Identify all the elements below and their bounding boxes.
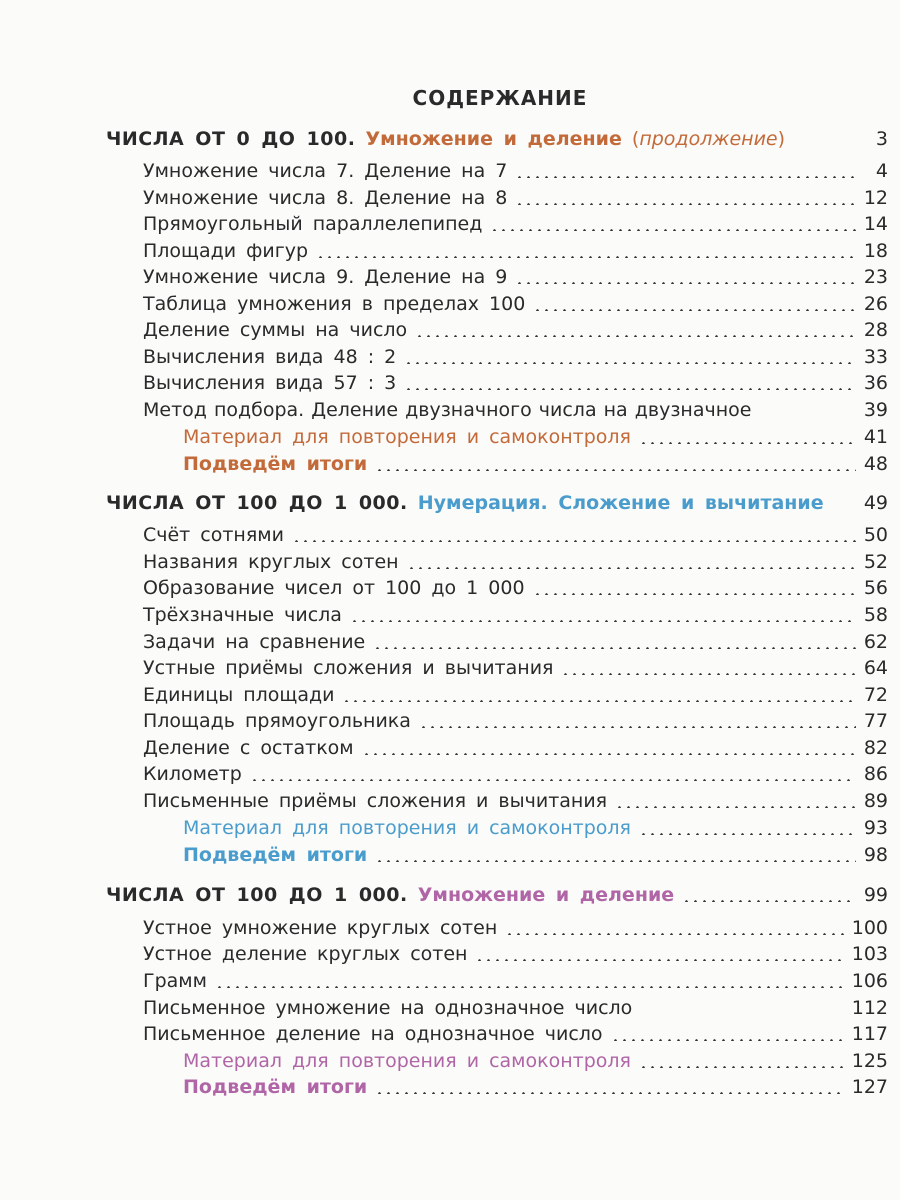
- leader-dots: [759, 415, 859, 417]
- leader-dots: [639, 442, 856, 444]
- entry-title: Письменные приёмы сложения и вычитания: [143, 790, 608, 812]
- toc-entry[interactable]: [143, 1022, 888, 1046]
- page-number: 77: [863, 710, 888, 732]
- page-number: 56: [863, 577, 888, 599]
- page-number: 18: [863, 240, 888, 262]
- toc-entry[interactable]: [143, 371, 888, 395]
- page-number: 26: [863, 293, 888, 315]
- entry-title: Прямоугольный параллелепипед: [143, 213, 483, 235]
- entry-title: Счёт сотнями: [143, 524, 284, 546]
- leader-dots: [682, 900, 856, 902]
- toc-entry[interactable]: [143, 969, 888, 993]
- leader-dots: [639, 833, 856, 835]
- leader-dots: [639, 1066, 844, 1068]
- page-number: 36: [863, 372, 888, 394]
- leader-dots: [292, 540, 856, 542]
- page-number: 14: [863, 213, 888, 235]
- toc-entry[interactable]: [143, 186, 888, 210]
- entry-title: Материал для повторения и самоконтроля: [183, 1050, 631, 1072]
- toc-entry[interactable]: [143, 345, 888, 369]
- leader-dots: [375, 860, 856, 862]
- page-number: 117: [851, 1023, 888, 1045]
- leader-dots: [475, 959, 843, 961]
- page-number: 58: [863, 604, 888, 626]
- page-number: 33: [863, 346, 888, 368]
- page-number: 127: [851, 1076, 888, 1098]
- toc-entry[interactable]: [143, 398, 888, 422]
- leader-dots: [561, 673, 855, 675]
- leader-dots: [375, 1092, 844, 1094]
- page-number: 50: [863, 524, 888, 546]
- entry-title: Вычисления вида 48 : 2: [143, 346, 397, 368]
- paren-open: (: [621, 128, 640, 150]
- section-range: ЧИСЛА ОТ 0 ДО 100.: [106, 128, 356, 150]
- entry-title: Умножение числа 8. Деление на 8: [143, 187, 508, 209]
- toc-entry-summary[interactable]: [183, 843, 888, 867]
- leader-dots: [615, 806, 856, 808]
- section-heading[interactable]: [106, 491, 888, 515]
- entry-title: Устное умножение круглых сотен: [143, 917, 498, 939]
- entry-title: Деление суммы на число: [143, 319, 408, 341]
- page-number: 41: [863, 426, 888, 448]
- entry-title: Материал для повторения и самоконтроля: [183, 426, 631, 448]
- toc-entry[interactable]: [143, 212, 888, 236]
- toc-entry-review[interactable]: [183, 425, 888, 449]
- toc-entry[interactable]: [143, 656, 888, 680]
- entry-title: Образование чисел от 100 до 1 000: [143, 577, 525, 599]
- toc-entry[interactable]: [143, 603, 888, 627]
- section-heading[interactable]: [106, 883, 888, 907]
- leader-dots: [342, 700, 855, 702]
- entry-title: Километр: [143, 763, 242, 785]
- toc-entry[interactable]: [143, 292, 888, 316]
- toc-entry[interactable]: [143, 318, 888, 342]
- toc-entry[interactable]: [143, 683, 888, 707]
- entry-title: Грамм: [143, 970, 207, 992]
- entry-title: Подведём итоги: [183, 453, 368, 475]
- section-topic-extra: продолжение: [639, 128, 778, 150]
- page-number: 48: [863, 453, 888, 475]
- page-number: 62: [863, 631, 888, 653]
- toc-entry[interactable]: [143, 762, 888, 786]
- leader-dots: [640, 1013, 847, 1015]
- toc-entry[interactable]: [143, 576, 888, 600]
- page-number: 28: [863, 319, 888, 341]
- page-number: 100: [851, 917, 888, 939]
- section-topic: Умножение и деление: [365, 128, 622, 150]
- entry-title: Устное деление круглых сотен: [143, 943, 468, 965]
- page-number: 125: [851, 1050, 888, 1072]
- entry-title: Вычисления вида 57 : 3: [143, 372, 397, 394]
- page-number: 89: [863, 790, 888, 812]
- page-number: 3: [875, 128, 888, 150]
- entry-title: Умножение числа 9. Деление на 9: [143, 266, 508, 288]
- toc-entry[interactable]: [143, 523, 888, 547]
- leader-dots: [350, 620, 856, 622]
- entry-title: Устные приёмы сложения и вычитания: [143, 657, 554, 679]
- leader-dots: [316, 256, 856, 258]
- leader-dots: [490, 229, 855, 231]
- entry-title: Деление с остатком: [143, 737, 354, 759]
- page-number: 39: [863, 399, 888, 421]
- leader-dots: [250, 779, 856, 781]
- entry-title: Письменное умножение на однозначное число: [143, 997, 633, 1019]
- entry-title: Подведём итоги: [183, 844, 368, 866]
- leader-dots: [419, 726, 856, 728]
- toc-entry[interactable]: [143, 265, 888, 289]
- toc-entry[interactable]: [143, 709, 888, 733]
- leader-dots: [404, 362, 856, 364]
- page-title: СОДЕРЖАНИЕ: [412, 86, 588, 110]
- page-number: 99: [863, 884, 888, 906]
- page-number: 93: [863, 817, 888, 839]
- toc-entry[interactable]: [143, 550, 888, 574]
- leader-dots: [362, 753, 856, 755]
- leader-dots: [373, 647, 856, 649]
- section-topic: Умножение и деление: [417, 884, 675, 906]
- toc-entry-summary[interactable]: [183, 452, 888, 476]
- toc-entry-summary[interactable]: [183, 1075, 888, 1099]
- entry-title: Трёхзначные числа: [143, 604, 342, 626]
- leader-dots: [375, 469, 856, 471]
- toc-entry-review[interactable]: [183, 816, 888, 840]
- leader-dots: [415, 335, 856, 337]
- section-heading[interactable]: [106, 127, 888, 151]
- page-number: 23: [863, 266, 888, 288]
- leader-dots: [533, 593, 856, 595]
- toc-entry[interactable]: [143, 942, 888, 966]
- page-number: 64: [863, 657, 888, 679]
- page-number: 98: [863, 844, 888, 866]
- leader-dots: [611, 1039, 844, 1041]
- page-number: 4: [875, 160, 888, 182]
- entry-title: Письменное деление на однозначное число: [143, 1023, 603, 1045]
- page-number: 112: [851, 997, 888, 1019]
- toc-entry[interactable]: [143, 239, 888, 263]
- toc-entry[interactable]: [143, 630, 888, 654]
- entry-title: Площадь прямоугольника: [143, 710, 411, 732]
- page-number: 52: [863, 551, 888, 573]
- entry-title: Площади фигур: [143, 240, 308, 262]
- leader-dots: [515, 282, 855, 284]
- entry-title: Умножение числа 7. Деление на 7: [143, 160, 508, 182]
- section-range: ЧИСЛА ОТ 100 ДО 1 000.: [106, 884, 408, 906]
- leader-dots: [793, 144, 862, 146]
- paren-close: ): [777, 128, 786, 150]
- toc-entry[interactable]: [143, 159, 888, 183]
- toc-entry-review[interactable]: [183, 1049, 888, 1073]
- page-number: 72: [863, 684, 888, 706]
- section-topic: Нумерация. Сложение и вычитание: [417, 492, 824, 514]
- section-range: ЧИСЛА ОТ 100 ДО 1 000.: [106, 492, 408, 514]
- toc-entry[interactable]: [143, 916, 888, 940]
- leader-dots: [832, 508, 860, 510]
- page-number: 12: [863, 187, 888, 209]
- leader-dots: [533, 309, 855, 311]
- leader-dots: [505, 933, 843, 935]
- entry-title: Единицы площади: [143, 684, 335, 706]
- leader-dots: [515, 203, 855, 205]
- entry-title: Задачи на сравнение: [143, 631, 366, 653]
- page-number: 86: [863, 763, 888, 785]
- toc-entry[interactable]: [143, 996, 888, 1020]
- entry-title: Таблица умножения в пределах 100: [143, 293, 526, 315]
- entry-title: Названия круглых сотен: [143, 551, 399, 573]
- toc-entry[interactable]: [143, 789, 888, 813]
- leader-dots: [407, 567, 856, 569]
- entry-title: Подведём итоги: [183, 1076, 368, 1098]
- page-number: 103: [851, 943, 888, 965]
- page-number: 82: [863, 737, 888, 759]
- entry-title: Материал для повторения и самоконтроля: [183, 817, 631, 839]
- toc-entry[interactable]: [143, 736, 888, 760]
- leader-dots: [515, 176, 858, 178]
- entry-title: Метод подбора. Деление двузначного числа на двузначное: [143, 399, 752, 421]
- leader-dots: [215, 986, 844, 988]
- page-number: 49: [863, 492, 888, 514]
- leader-dots: [404, 388, 856, 390]
- page-number: 106: [851, 970, 888, 992]
